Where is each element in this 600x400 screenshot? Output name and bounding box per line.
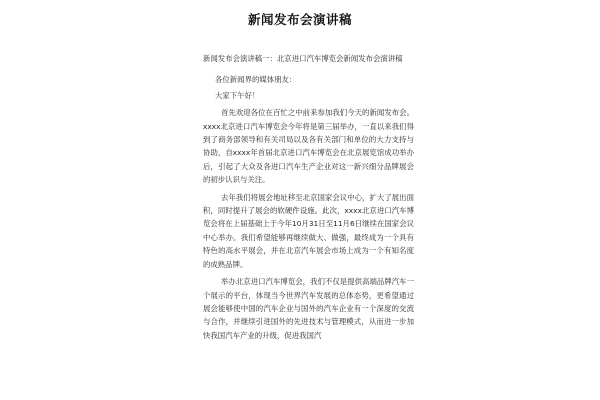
greeting: 大家下午好！ [215, 90, 260, 100]
body-paragraph: 首先欢迎各位在百忙之中前来参加我们今天的新闻发布会。xxxx北京进口汽车博览会今年将是第三届举办，一直以来我们得到了商务部领导和有关司局以及各有关部门和单位的大力支持与协助，自xxxx年首届北京进口汽车博览会在北京展览馆成功举办后，引起了大众及各进口汽车生产企业对这一新兴细分品牌展会的初步认识与关注。 [203, 108, 414, 185]
body-paragraph: 去年我们将展会地址移至北京国家会议中心，扩大了展出面积，同时提升了展会的软硬件设施。此次，xxxx北京进口汽车博览会将在上届基础上于今年10月31日至11月6日继续在国家会议中心举办。我们希望能够再继续做大、做强，最终成为一个具有特色的高水平展会，并在北京汽车展会市场上成为一个有知名度的成熟品牌。 [203, 192, 414, 269]
document-body [203, 52, 414, 346]
body-paragraph: 举办北京进口汽车博览会，我们不仅是提供高端品牌汽车一个展示的平台，体现当今世界汽车发展的总体态势，更希望通过展会能够使中国的汽车企业与国外的汽车企业有一个深度的交流与合作，并继续引进国外的先进技术与管理模式，从而进一步加快我国汽车产业的升级，促进我国汽 [203, 277, 414, 340]
document-title: 新闻发布会演讲稿 [247, 12, 352, 27]
salutation: 各位新闻界的媒体朋友： [215, 75, 297, 85]
document-subtitle: 新闻发布会演讲稿一：北京进口汽车博览会新闻发布会演讲稿 [203, 54, 403, 63]
